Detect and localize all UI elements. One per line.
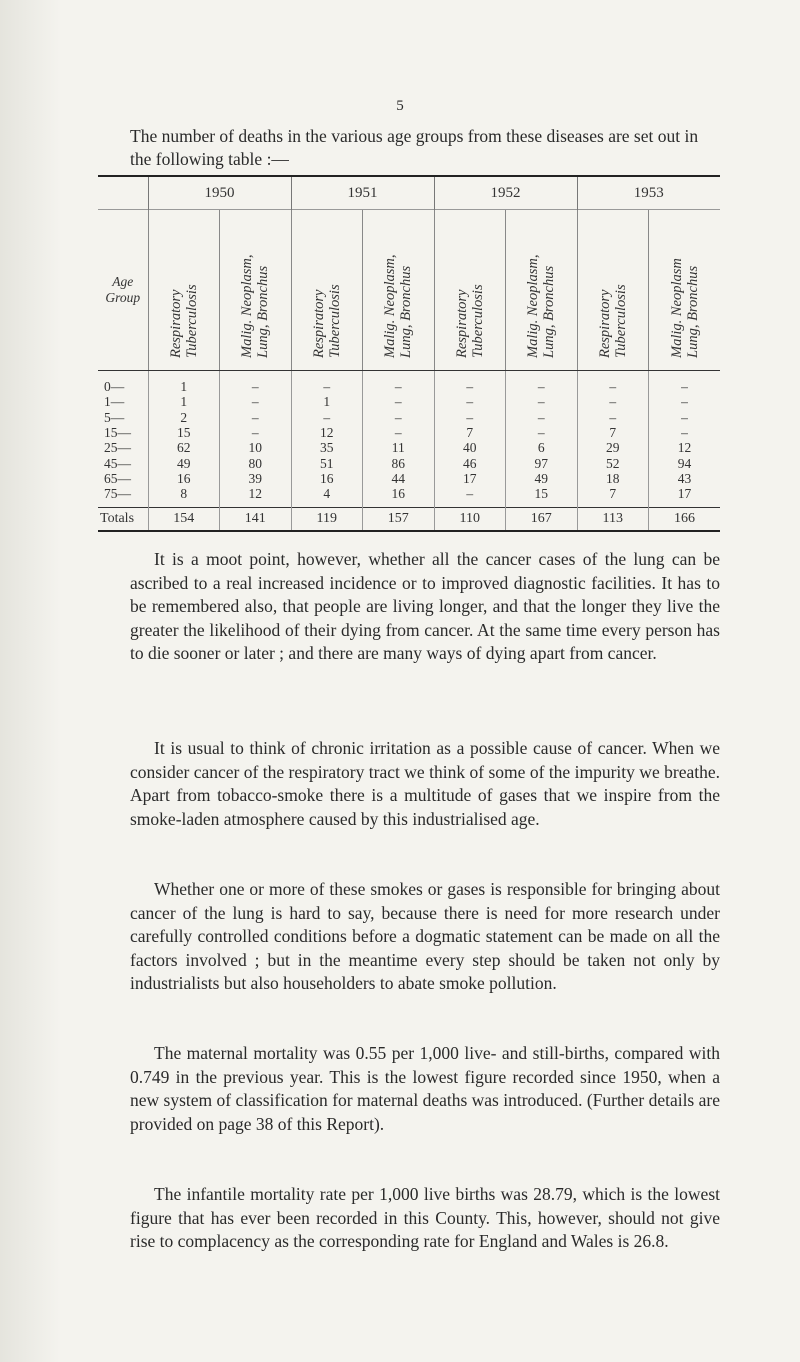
- death-count-cell: 2: [148, 410, 220, 425]
- total-cell: 167: [506, 508, 578, 532]
- death-count-cell: 49: [506, 471, 578, 486]
- age-group-cell: 25—: [104, 440, 131, 456]
- death-count-cell: 16: [148, 471, 220, 486]
- death-count-cell: 16: [363, 486, 435, 508]
- age-group-cell: 0—: [104, 379, 125, 395]
- death-count-cell: 7: [434, 425, 506, 440]
- col-1953-malig-neo: Malig. Neoplasm Lung, Bronchus: [649, 210, 721, 371]
- death-count-cell: 12: [649, 440, 721, 455]
- death-count-cell: 12: [291, 425, 363, 440]
- death-count-cell: –: [577, 394, 649, 409]
- age-group-cell: 75—: [104, 486, 131, 502]
- death-count-cell: –: [363, 394, 435, 409]
- death-count-cell: –: [363, 410, 435, 425]
- death-count-cell: –: [649, 425, 721, 440]
- paragraph-4: The maternal mortality was 0.55 per 1,000 live- and still-births, compared with 0.749 in the previous year. This is the lowest figure recorded since 1950, when a new system of classification for maternal deaths was introduced. (Further details are provided on page 38 of this Report).: [130, 1043, 720, 1134]
- year-1953: 1953: [577, 176, 720, 210]
- death-count-cell: 16: [291, 471, 363, 486]
- death-count-cell: –: [506, 410, 578, 425]
- total-cell: 157: [363, 508, 435, 532]
- death-count-cell: 17: [434, 471, 506, 486]
- table-row: [98, 471, 720, 486]
- table-row: [98, 486, 720, 508]
- table-row: [98, 455, 720, 470]
- page-edge-shading: [0, 0, 60, 1362]
- year-1951: 1951: [291, 176, 434, 210]
- table-row: [98, 425, 720, 440]
- total-cell: 166: [649, 508, 721, 532]
- death-count-cell: 40: [434, 440, 506, 455]
- age-group-cell: 15—: [104, 425, 131, 441]
- death-count-cell: 44: [363, 471, 435, 486]
- death-count-cell: 1: [291, 394, 363, 409]
- table-row: [98, 371, 720, 395]
- table-row: [98, 410, 720, 425]
- death-count-cell: 80: [220, 455, 292, 470]
- total-cell: 141: [220, 508, 292, 532]
- paragraph-3: Whether one or more of these smokes or gases is responsible for bringing about cancer of the lung is hard to say, because there is need for more research under carefully controlled conditions before a dogmatic statement can be made on all the factors involved ; but in the meantime every step should be taken not only by industrialists but also householders to abate smoke pollution.: [130, 879, 720, 993]
- death-count-cell: –: [434, 486, 506, 508]
- deaths-table: [98, 175, 720, 532]
- total-cell: 154: [148, 508, 220, 532]
- death-count-cell: 4: [291, 486, 363, 508]
- death-count-cell: –: [363, 371, 435, 395]
- death-count-cell: –: [220, 425, 292, 440]
- death-count-cell: 11: [363, 440, 435, 455]
- death-count-cell: –: [363, 425, 435, 440]
- death-count-cell: 10: [220, 440, 292, 455]
- totals-label: Totals: [98, 508, 148, 532]
- death-count-cell: 43: [649, 471, 721, 486]
- death-count-cell: 94: [649, 455, 721, 470]
- death-count-cell: –: [506, 425, 578, 440]
- age-header-line2: Group: [105, 290, 141, 305]
- total-cell: 113: [577, 508, 649, 532]
- death-count-cell: –: [649, 371, 721, 395]
- age-header-line1: Age: [112, 274, 134, 289]
- deaths-table-container: [98, 175, 720, 532]
- paragraph-5: The infantile mortality rate per 1,000 live births was 28.79, which is the lowest figure that has ever been recorded in this County. This, however, should not give rise to complacency as the corresponding rate for England and Wales is 26.8.: [130, 1184, 720, 1251]
- col-1952-resp-tb: Respiratory Tuberculosis: [434, 210, 506, 371]
- col-1953-resp-tb: Respiratory Tuberculosis: [577, 210, 649, 371]
- year-header-row: [98, 176, 720, 210]
- death-count-cell: 46: [434, 455, 506, 470]
- col-1952-malig-neo: Malig. Neoplasm, Lung, Bronchus: [506, 210, 578, 371]
- death-count-cell: 18: [577, 471, 649, 486]
- col-1950-malig-neo: Malig. Neoplasm, Lung, Bronchus: [220, 210, 292, 371]
- death-count-cell: –: [220, 410, 292, 425]
- age-group-cell: 65—: [104, 470, 131, 486]
- table-row: [98, 394, 720, 409]
- death-count-cell: 17: [649, 486, 721, 508]
- page-number: 5: [396, 98, 404, 114]
- death-count-cell: –: [506, 394, 578, 409]
- death-count-cell: –: [434, 394, 506, 409]
- year-1950: 1950: [148, 176, 291, 210]
- intro-text: The number of deaths in the various age groups from these diseases are set out in the following table :—: [130, 126, 699, 169]
- death-count-cell: 7: [577, 425, 649, 440]
- death-count-cell: 7: [577, 486, 649, 508]
- death-count-cell: 1: [148, 394, 220, 409]
- age-year-spacer: [98, 176, 148, 210]
- total-cell: 110: [434, 508, 506, 532]
- death-count-cell: –: [291, 371, 363, 395]
- paragraph-1: It is a moot point, however, whether all the cancer cases of the lung can be ascribed to a real increased incidence or to improved diagnostic facilities. It has to be remembered also, that people are living longer, and that the longer they live the greater the likelihood of their dying from cancer. At the same time every person has to die sooner or later ; and there are many ways of dying apart from cancer.: [130, 549, 720, 663]
- death-count-cell: 49: [148, 455, 220, 470]
- death-count-cell: –: [220, 394, 292, 409]
- age-group-cell: 45—: [104, 455, 131, 471]
- total-cell: 119: [291, 508, 363, 532]
- col-1951-resp-tb: Respiratory Tuberculosis: [291, 210, 363, 371]
- death-count-cell: 52: [577, 455, 649, 470]
- death-count-cell: 29: [577, 440, 649, 455]
- totals-row: [98, 508, 720, 532]
- death-count-cell: –: [649, 410, 721, 425]
- paragraph-2: It is usual to think of chronic irritation as a possible cause of cancer. When we consider cancer of the respiratory tract we think of some of the impurity we breathe. Apart from tobacco-smoke there is a multitude of gases that we inspire from the smoke-laden atmosphere caused by this industrialised age.: [130, 738, 720, 829]
- death-count-cell: 97: [506, 455, 578, 470]
- col-1950-resp-tb: Respiratory Tuberculosis: [148, 210, 220, 371]
- death-count-cell: –: [577, 410, 649, 425]
- death-count-cell: 39: [220, 471, 292, 486]
- age-group-header: [98, 210, 148, 371]
- death-count-cell: 1: [148, 371, 220, 395]
- death-count-cell: –: [577, 371, 649, 395]
- death-count-cell: 51: [291, 455, 363, 470]
- death-count-cell: 15: [148, 425, 220, 440]
- death-count-cell: –: [434, 371, 506, 395]
- death-count-cell: 62: [148, 440, 220, 455]
- col-1951-malig-neo: Malig. Neoplasm, Lung, Bronchus: [363, 210, 435, 371]
- column-header-row: [98, 210, 720, 371]
- death-count-cell: –: [434, 410, 506, 425]
- age-group-cell: 1—: [104, 394, 125, 410]
- table-row: [98, 440, 720, 455]
- death-count-cell: 12: [220, 486, 292, 508]
- death-count-cell: –: [291, 410, 363, 425]
- death-count-cell: 35: [291, 440, 363, 455]
- year-1952: 1952: [434, 176, 577, 210]
- death-count-cell: 8: [148, 486, 220, 508]
- death-count-cell: –: [649, 394, 721, 409]
- age-group-cell: 5—: [104, 409, 125, 425]
- death-count-cell: 15: [506, 486, 578, 508]
- death-count-cell: 6: [506, 440, 578, 455]
- death-count-cell: –: [506, 371, 578, 395]
- death-count-cell: 86: [363, 455, 435, 470]
- death-count-cell: –: [220, 371, 292, 395]
- table-body: [98, 371, 720, 508]
